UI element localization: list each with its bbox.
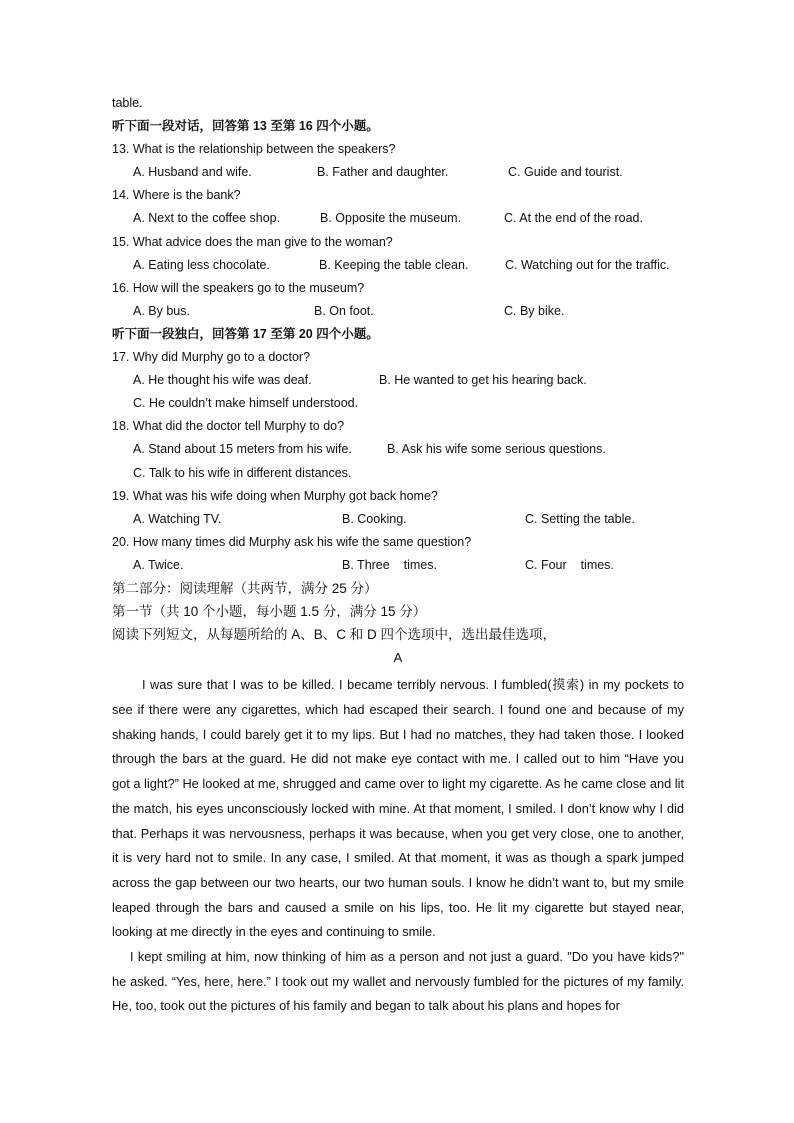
option-b: B. Keeping the table clean. [319, 257, 469, 272]
question-19: 19. What was his wife doing when Murphy got back home? [112, 488, 438, 503]
reading-passage [112, 673, 684, 1019]
question-20-options [112, 554, 684, 577]
question-14: 14. Where is the bank? [112, 188, 241, 203]
option-b: B. Opposite the museum. [320, 211, 462, 226]
question-18: 18. What did the doctor tell Murphy to do? [112, 419, 345, 434]
option-a: A. Twice. [133, 557, 184, 572]
passage-paragraph-1: I was sure that I was to be killed. I became terribly nervous. I fumbled(摸索) in my pockets to see if there were any cigarettes, which had escaped their search. I found one and because of my shaking hands, I could barely get it to my lips. But I had no matches, they had taken those. I looked through the bars at the guard. He did not make eye contact with me. I called out to him “Have you got a light?” He looked at me, shrugged and came over to light my cigarette. As he came close and lit the match, his eyes unconsciously locked with mine. At that moment, I smiled. I don’t know why I did that. Perhaps it was nervousness, perhaps it was because, when you get very close, one to another, it is very hard not to smile. In any case, I smiled. At that moment, it was as though a spark jumped across the gap between our two hearts, our two human souls. I know he didn’t want to, but my smile leaped through the bars and caused a smile on his lips, too. He lit my cigarette but stayed near, looking at me directly in the eyes and continuing to smile. [112, 677, 684, 940]
option-b: B. Cooking. [342, 511, 407, 526]
part2-title: 第二部分：阅读理解（共两节，满分 25 分） [112, 580, 378, 596]
option-a: A. He thought his wife was deaf. [133, 373, 312, 388]
option-b: B. Three times. [342, 557, 437, 572]
option-c: C. Watching out for the traffic. [505, 257, 670, 272]
option-a: A. Stand about 15 meters from his wife. [133, 442, 352, 457]
question-13-options [112, 161, 684, 184]
option-a: A. Next to the coffee shop. [133, 211, 281, 226]
section-heading-dialog: 听下面一段对话，回答第 13 至第 16 四个小题。 [112, 119, 379, 134]
question-18-options [112, 438, 684, 461]
option-b: B. On foot. [314, 303, 374, 318]
question-16-options [112, 300, 684, 323]
passage-label: A [393, 650, 403, 666]
question-17: 17. Why did Murphy go to a doctor? [112, 350, 311, 365]
option-a: A. By bus. [133, 303, 190, 318]
option-b: B. Ask his wife some serious questions. [387, 442, 606, 457]
option-a: A. Husband and wife. [133, 165, 252, 180]
question-14-options [112, 207, 684, 230]
option-b: B. He wanted to get his hearing back. [379, 373, 587, 388]
option-a: A. Watching TV. [133, 511, 222, 526]
question-15: 15. What advice does the man give to the woman? [112, 234, 393, 249]
passage-paragraph-2: I kept smiling at him, now thinking of him as a person and not just a guard. "Do you have kids?" he asked. “Yes, here, here.” I took out my wallet and nervously fumbled for the pictures of my family. He, too, took out the pictures of his family and began to talk about his plans and hopes for [112, 949, 684, 1014]
exam-page [112, 92, 684, 1019]
question-20: 20. How many times did Murphy ask his wife the same question? [112, 534, 472, 549]
question-19-options [112, 508, 684, 531]
question-17-options [112, 369, 684, 392]
option-c: C. Guide and tourist. [508, 165, 623, 180]
option-a: A. Eating less chocolate. [133, 257, 270, 272]
option-c: C. At the end of the road. [504, 211, 643, 226]
reading-instruction: 阅读下列短文，从每题所给的 A、B、C 和 D 四个选项中，选出最佳选项， [112, 627, 557, 643]
question-18-options-row2 [112, 462, 684, 485]
option-c: C. He couldn’t make himself understood. [133, 396, 359, 411]
option-c: C. Talk to his wife in different distances. [133, 465, 352, 480]
option-b: B. Father and daughter. [317, 165, 449, 180]
question-15-options [112, 254, 684, 277]
question-16: 16. How will the speakers go to the museum? [112, 280, 365, 295]
option-c: C. Setting the table. [525, 511, 635, 526]
intro-line: table. [112, 96, 143, 110]
question-13: 13. What is the relationship between the speakers? [112, 142, 396, 157]
question-17-options-row2 [112, 392, 684, 415]
section-heading-monologue: 听下面一段独白，回答第 17 至第 20 四个小题。 [112, 326, 379, 341]
section1-title: 第一节（共 10 个小题，每小题 1.5 分，满分 15 分） [112, 604, 427, 620]
option-c: C. By bike. [504, 303, 565, 318]
option-c: C. Four times. [525, 557, 614, 572]
